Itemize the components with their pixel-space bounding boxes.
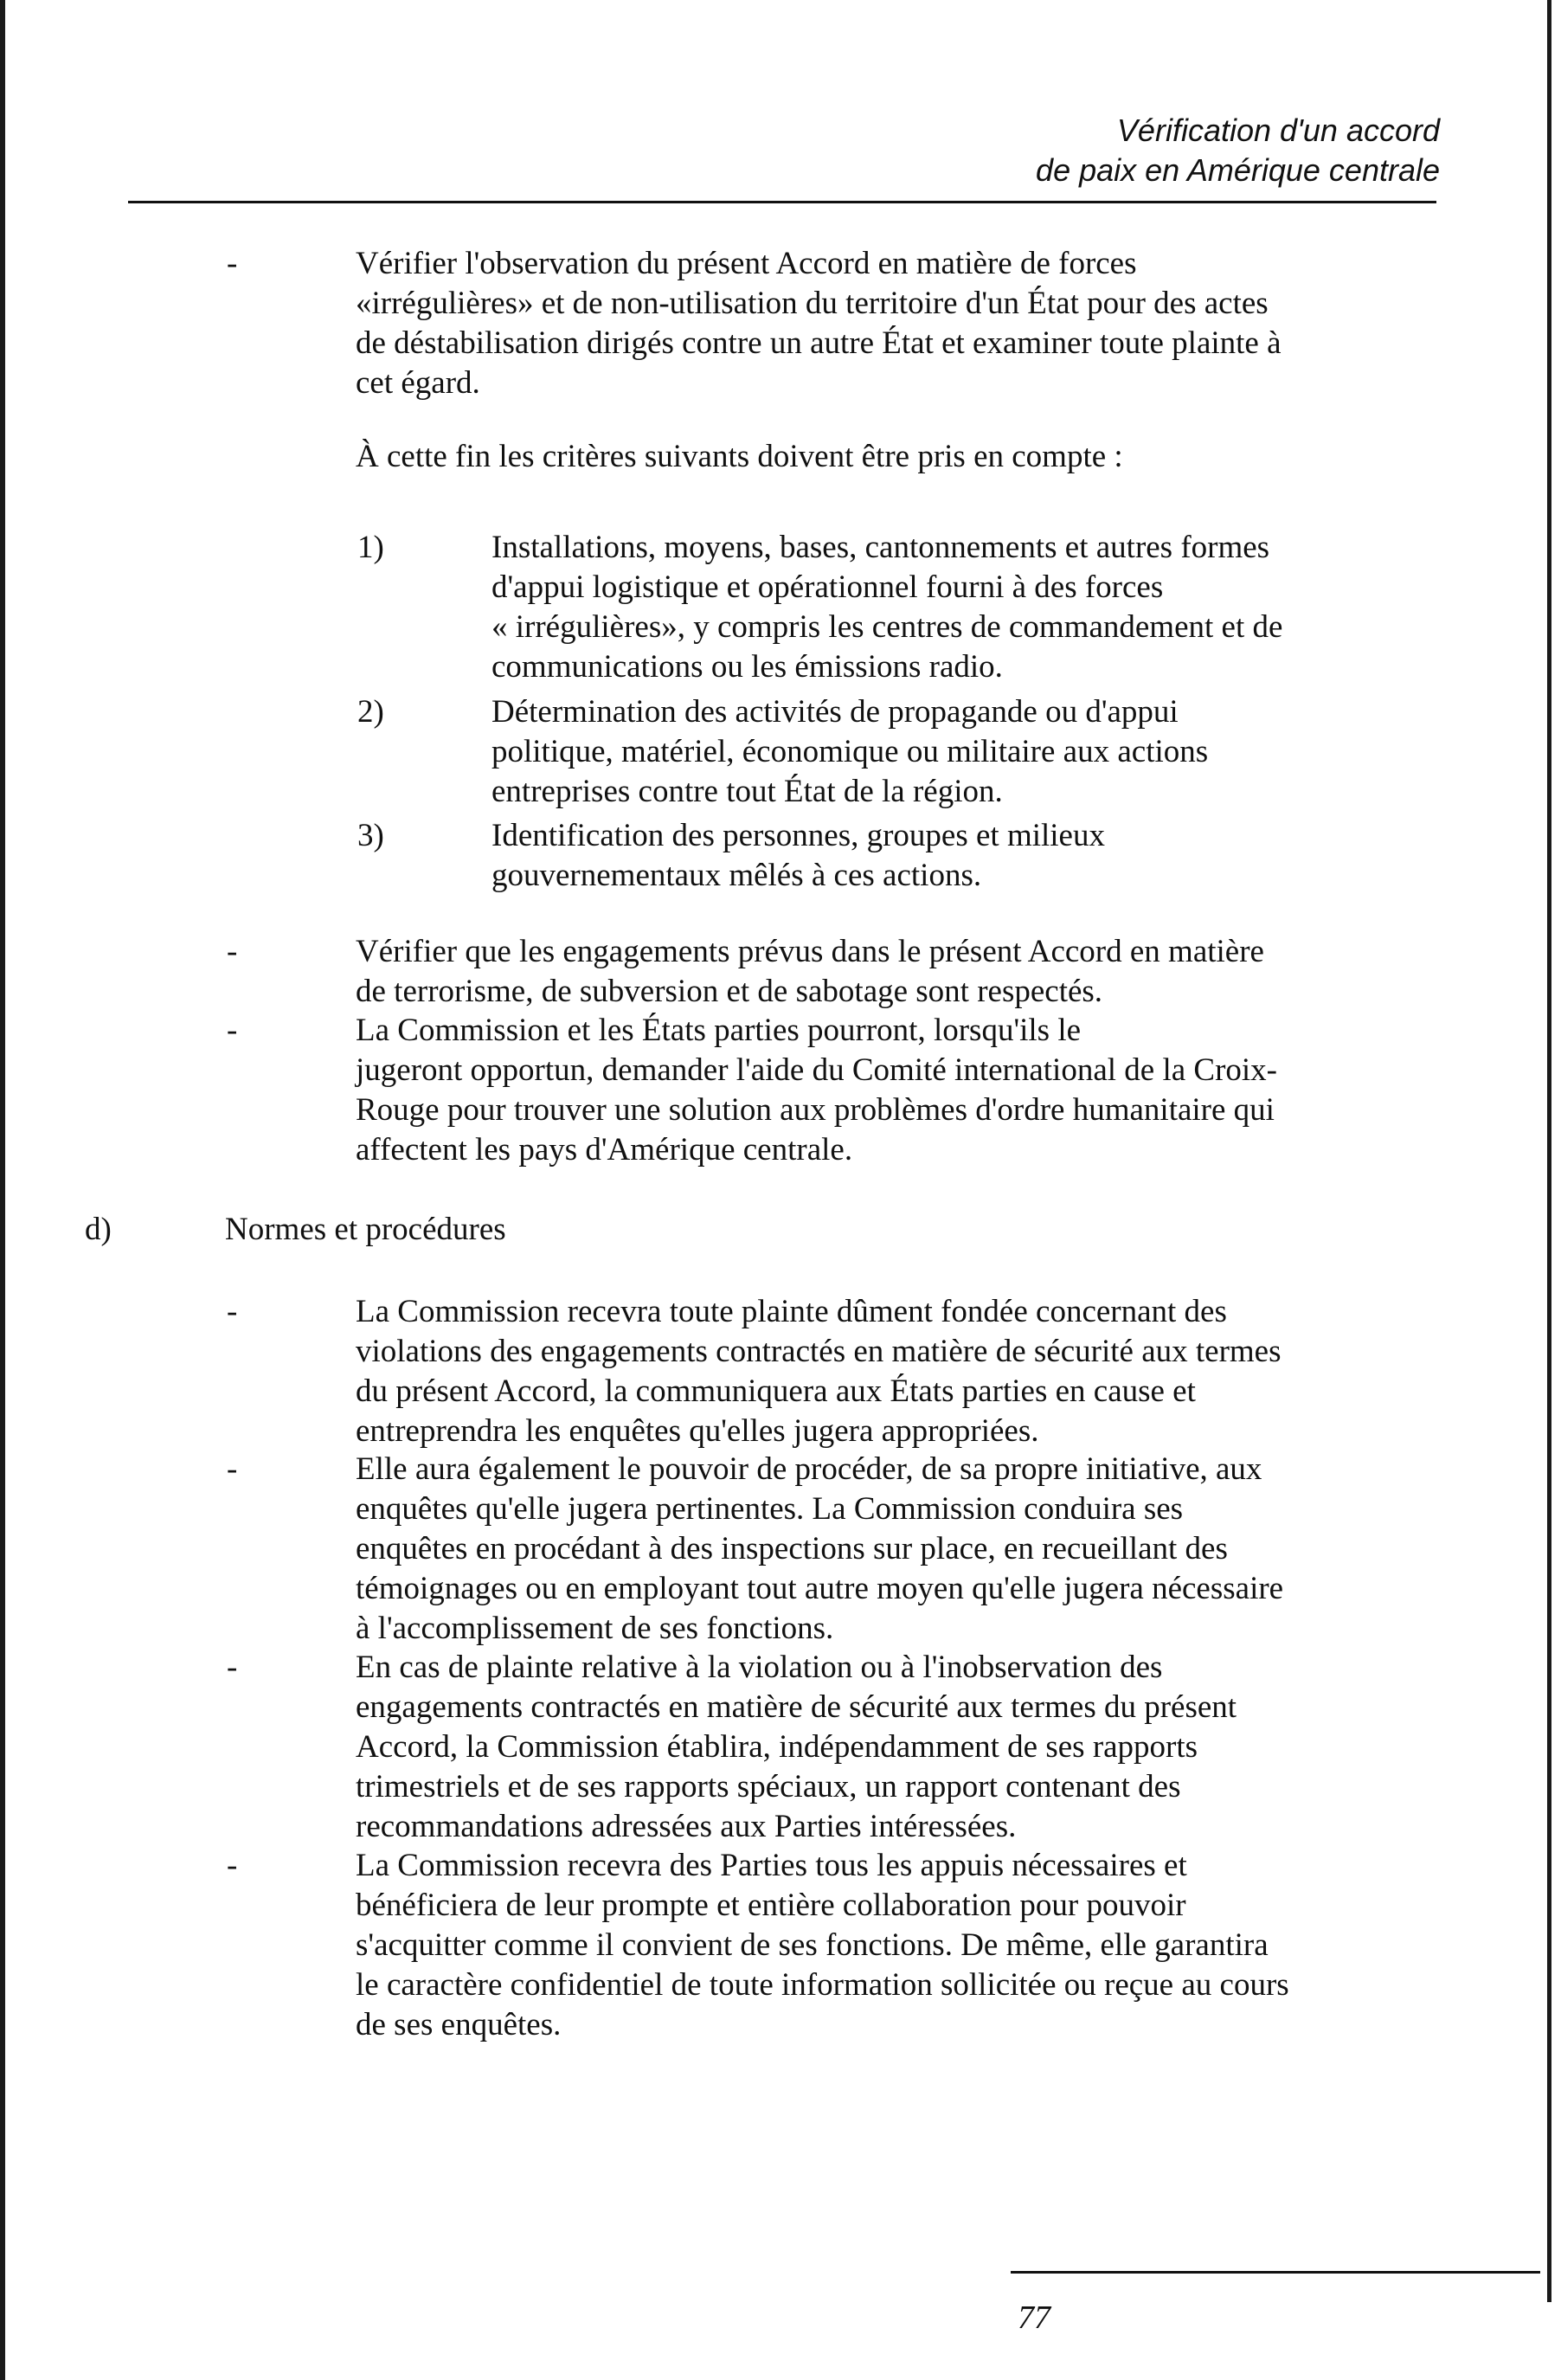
procedure-bullet-line: bénéficiera de leur prompte et entière collaboration pour pouvoir bbox=[356, 1888, 1186, 1923]
running-header bbox=[1036, 111, 1440, 190]
procedure-bullet-line: violations des engagements contractés en matière de sécurité aux termes bbox=[356, 1334, 1282, 1369]
bullet-dash: - bbox=[227, 1451, 238, 1487]
bullet-dash: - bbox=[227, 1294, 238, 1329]
procedure-bullet-line: enquêtes en procédant à des inspections sur place, en recueillant des bbox=[356, 1531, 1228, 1566]
bullet-paragraph-line: «irrégulières» et de non-utilisation du territoire d'un État pour des actes bbox=[356, 286, 1269, 321]
criteria-item-line: entreprises contre tout État de la région. bbox=[491, 774, 1003, 809]
bullet-paragraph-line: de déstabilisation dirigés contre un autre État et examiner toute plainte à bbox=[356, 325, 1282, 361]
criteria-item-line: communications ou les émissions radio. bbox=[491, 649, 1003, 685]
criteria-item-line: Détermination des activités de propagande ou d'appui bbox=[491, 694, 1179, 730]
procedure-bullet-line: Accord, la Commission établira, indépendamment de ses rapports bbox=[356, 1729, 1198, 1765]
bullet-paragraph-line: de terrorisme, de subversion et de sabotage sont respectés. bbox=[356, 974, 1103, 1009]
criteria-item-line: politique, matériel, économique ou militaire aux actions bbox=[491, 734, 1209, 769]
criteria-item-line: Identification des personnes, groupes et milieux bbox=[491, 818, 1105, 853]
procedure-bullet-line: Elle aura également le pouvoir de procéder, de sa propre initiative, aux bbox=[356, 1451, 1262, 1487]
bullet-paragraph-line: Vérifier que les engagements prévus dans le présent Accord en matière bbox=[356, 934, 1264, 969]
procedure-bullet-line: enquêtes qu'elle jugera pertinentes. La Commission conduira ses bbox=[356, 1491, 1184, 1527]
bullet-paragraph-line: La Commission et les États parties pourront, lorsqu'ils le bbox=[356, 1013, 1082, 1048]
bullet-paragraph-line: Rouge pour trouver une solution aux problèmes d'ordre humanitaire qui bbox=[356, 1092, 1275, 1128]
procedure-bullet-line: le caractère confidentiel de toute information sollicitée ou reçue au cours bbox=[356, 1967, 1289, 2003]
criteria-intro: À cette fin les critères suivants doivent être pris en compte : bbox=[356, 439, 1123, 474]
procedure-bullet-line: recommandations adressées aux Parties intéressées. bbox=[356, 1809, 1017, 1844]
scan-left-edge bbox=[0, 0, 5, 2380]
bullet-paragraph-line: Vérifier l'observation du présent Accord en matière de forces bbox=[356, 246, 1137, 281]
procedure-bullet-line: La Commission recevra toute plainte dûment fondée concernant des bbox=[356, 1294, 1227, 1329]
bullet-paragraph-line: affectent les pays d'Amérique centrale. bbox=[356, 1132, 853, 1167]
bullet-dash: - bbox=[227, 1848, 238, 1883]
criteria-number: 3) bbox=[357, 818, 384, 853]
bullet-dash: - bbox=[227, 934, 238, 969]
running-header-line-2: de paix en Amérique centrale bbox=[1036, 152, 1440, 188]
procedure-bullet-line: engagements contractés en matière de sécurité aux termes du présent bbox=[356, 1689, 1237, 1725]
bullet-dash: - bbox=[227, 246, 238, 281]
criteria-number: 1) bbox=[357, 530, 384, 565]
procedure-bullet-line: trimestriels et de ses rapports spéciaux, un rapport contenant des bbox=[356, 1769, 1181, 1804]
criteria-item-line: Installations, moyens, bases, cantonnements et autres formes bbox=[491, 530, 1270, 565]
procedure-bullet-line: s'acquitter comme il convient de ses fonctions. De même, elle garantira bbox=[356, 1927, 1269, 1963]
bullet-paragraph-line: jugeront opportun, demander l'aide du Comité international de la Croix- bbox=[356, 1052, 1277, 1088]
bullet-dash: - bbox=[227, 1013, 238, 1048]
section-title: Normes et procédures bbox=[225, 1212, 506, 1247]
procedure-bullet-line: En cas de plainte relative à la violation ou à l'inobservation des bbox=[356, 1650, 1163, 1685]
running-header-line-1: Vérification d'un accord bbox=[1116, 113, 1440, 148]
bullet-dash: - bbox=[227, 1650, 238, 1685]
footer-rule bbox=[1011, 2271, 1540, 2274]
procedure-bullet-line: de ses enquêtes. bbox=[356, 2007, 562, 2042]
criteria-item-line: gouvernementaux mêlés à ces actions. bbox=[491, 858, 982, 893]
procedure-bullet-line: à l'accomplissement de ses fonctions. bbox=[356, 1611, 834, 1646]
procedure-bullet-line: témoignages ou en employant tout autre moyen qu'elle jugera nécessaire bbox=[356, 1571, 1284, 1606]
criteria-item-line: « irrégulières», y compris les centres de commandement et de bbox=[491, 609, 1283, 645]
scan-right-edge bbox=[1547, 0, 1551, 2302]
criteria-number: 2) bbox=[357, 694, 384, 730]
procedure-bullet-line: La Commission recevra des Parties tous les appuis nécessaires et bbox=[356, 1848, 1187, 1883]
procedure-bullet-line: du présent Accord, la communiquera aux États parties en cause et bbox=[356, 1373, 1196, 1409]
procedure-bullet-line: entreprendra les enquêtes qu'elles jugera appropriées. bbox=[356, 1413, 1039, 1449]
page-number: 77 bbox=[1018, 2300, 1050, 2336]
bullet-paragraph-line: cet égard. bbox=[356, 365, 480, 401]
header-rule bbox=[128, 201, 1436, 203]
section-label: d) bbox=[85, 1212, 112, 1247]
criteria-item-line: d'appui logistique et opérationnel fourni à des forces bbox=[491, 569, 1164, 605]
